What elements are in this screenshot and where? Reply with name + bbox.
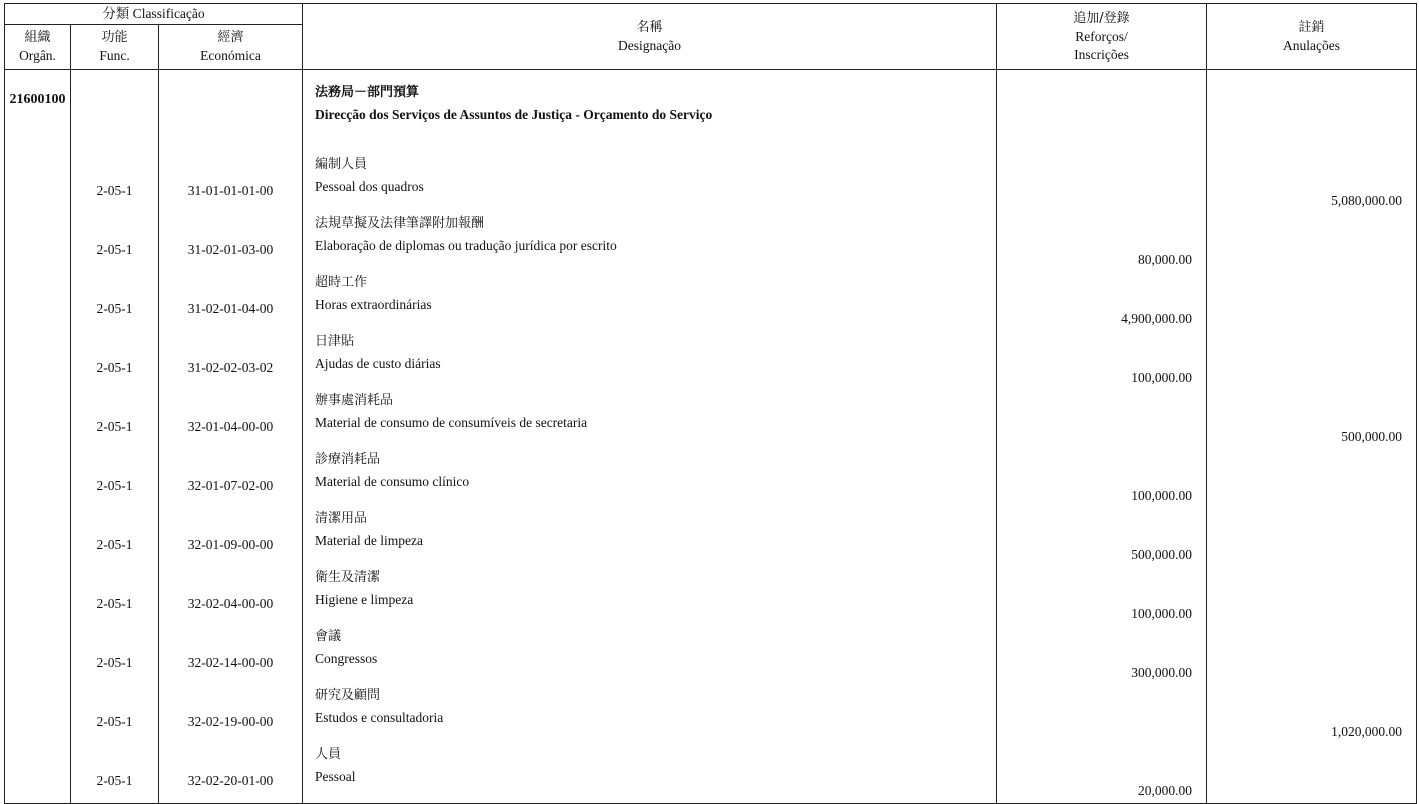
econ-cell: 32-01-04-00-00: [159, 390, 303, 449]
table-row: [5, 626, 1417, 685]
org-cell: [5, 744, 71, 804]
org-cell: [5, 390, 71, 449]
designation-pt: Horas extraordinárias: [315, 297, 432, 312]
designation-pt: Higiene e limpeza: [315, 592, 414, 607]
cancel-cell: [1207, 331, 1417, 390]
designation-cell: [303, 449, 997, 508]
designation-pt: Congressos: [315, 651, 378, 666]
designation-zh: 會議: [315, 629, 342, 644]
designation-zh: 編制人員: [315, 157, 368, 172]
econ-zh: 經濟: [217, 30, 244, 45]
org-code: 21600100: [5, 70, 71, 155]
cancel-cell: [1207, 508, 1417, 567]
func-header: [71, 25, 159, 70]
designation-pt: Pessoal: [315, 769, 356, 784]
func-cell: 2-05-1: [71, 331, 159, 390]
designation-header: [303, 4, 997, 70]
designation-cell: [303, 567, 997, 626]
designation-cell: [303, 272, 997, 331]
reinforce-pt1: Reforços/: [1075, 28, 1128, 44]
cancel-cell: [1207, 213, 1417, 272]
budget-table: [4, 3, 1417, 804]
designation-cell: [303, 390, 997, 449]
classification-header: [5, 4, 303, 25]
econ-pt: Económica: [200, 48, 261, 63]
cancel-cell: 1,020,000.00: [1207, 685, 1417, 744]
org-cell: [5, 154, 71, 213]
table-row: [5, 390, 1417, 449]
org-cell: [5, 567, 71, 626]
designation-zh: 辦事處消耗品: [315, 393, 394, 408]
econ-cell: 32-01-09-00-00: [159, 508, 303, 567]
econ-cell: 32-02-19-00-00: [159, 685, 303, 744]
cancel-cell: 500,000.00: [1207, 390, 1417, 449]
table-row: [5, 272, 1417, 331]
table-row: [5, 685, 1417, 744]
cancel-cell: 5,080,000.00: [1207, 154, 1417, 213]
org-cell: [5, 685, 71, 744]
func-cell: 2-05-1: [71, 449, 159, 508]
func-cell: 2-05-1: [71, 390, 159, 449]
org-header: [5, 25, 71, 70]
designation-cell: [303, 626, 997, 685]
func-cell: 2-05-1: [71, 744, 159, 804]
org-cell: [5, 213, 71, 272]
func-cell: 2-05-1: [71, 154, 159, 213]
econ-cell: 32-02-04-00-00: [159, 567, 303, 626]
designation-zh: 日津貼: [315, 334, 355, 349]
designation-zh: 診療消耗品: [315, 452, 381, 467]
econ-cell: 32-02-14-00-00: [159, 626, 303, 685]
org-cell: [5, 331, 71, 390]
cancel-cell: [1207, 567, 1417, 626]
designation-cell: [303, 508, 997, 567]
econ-cell: 31-01-01-01-00: [159, 154, 303, 213]
designation-pt: Material de limpeza: [315, 533, 423, 548]
name-pt: Designação: [618, 37, 681, 53]
classification-label: 分類 Classificação: [102, 6, 205, 21]
reinforce-cell: [997, 685, 1207, 744]
econ-cell: 31-02-02-03-02: [159, 331, 303, 390]
cancel-pt: Anulações: [1283, 37, 1340, 53]
budget-document: [4, 3, 1416, 798]
reinforcements-header: [997, 4, 1207, 70]
reinforce-cell: [997, 390, 1207, 449]
func-cell: 2-05-1: [71, 272, 159, 331]
designation-zh: 人員: [315, 747, 342, 762]
cancel-cell: [1207, 449, 1417, 508]
reinforce-cell: 500,000.00: [997, 508, 1207, 567]
func-cell: 2-05-1: [71, 567, 159, 626]
designation-zh: 清潔用品: [315, 511, 368, 526]
table-row: [5, 449, 1417, 508]
org-cell: [5, 272, 71, 331]
org-cell: [5, 449, 71, 508]
designation-cell: [303, 685, 997, 744]
cancel-zh: 註銷: [1298, 19, 1325, 35]
econ-cell: 32-02-20-01-00: [159, 744, 303, 804]
designation-zh: 衛生及清潔: [315, 570, 381, 585]
table-row: [5, 508, 1417, 567]
func-cell: 2-05-1: [71, 213, 159, 272]
func-cell: 2-05-1: [71, 508, 159, 567]
table-row: [5, 744, 1417, 804]
reinforce-pt2: Inscrições: [1074, 46, 1129, 62]
reinforce-cell: 80,000.00: [997, 213, 1207, 272]
table-row: [5, 213, 1417, 272]
reinforce-cell: 20,000.00: [997, 744, 1207, 804]
reinforce-cell: 100,000.00: [997, 331, 1207, 390]
org-pt: Orgân.: [19, 48, 56, 63]
designation-zh: 法規草擬及法律筆譯附加報酬: [315, 216, 485, 231]
reinforce-cell: 300,000.00: [997, 626, 1207, 685]
section-row: [5, 70, 1417, 155]
designation-cell: [303, 154, 997, 213]
designation-pt: Material de consumo de consumíveis de secretaria: [315, 415, 588, 430]
table-row: [5, 154, 1417, 213]
org-cell: [5, 508, 71, 567]
func-cell: 2-05-1: [71, 685, 159, 744]
designation-pt: Ajudas de custo diárias: [315, 356, 441, 371]
org-cell: [5, 626, 71, 685]
cancel-cell: [1207, 272, 1417, 331]
designation-cell: [303, 331, 997, 390]
reinforce-cell: [997, 154, 1207, 213]
org-zh: 組織: [24, 30, 51, 45]
reinforce-cell: 4,900,000.00: [997, 272, 1207, 331]
reinforce-cell: 100,000.00: [997, 449, 1207, 508]
designation-zh: 研究及顧問: [315, 688, 381, 703]
designation-zh: 超時工作: [315, 275, 368, 290]
section-title: [303, 70, 997, 155]
cancel-cell: [1207, 626, 1417, 685]
designation-pt: Material de consumo clínico: [315, 474, 470, 489]
econ-header: [159, 25, 303, 70]
econ-cell: 31-02-01-04-00: [159, 272, 303, 331]
table-row: [5, 567, 1417, 626]
section-title-pt: Direcção dos Serviços de Assuntos de Justiça - Orçamento do Serviço: [315, 107, 713, 122]
reinforce-cell: 100,000.00: [997, 567, 1207, 626]
designation-cell: [303, 213, 997, 272]
func-zh: 功能: [101, 30, 128, 45]
designation-pt: Pessoal dos quadros: [315, 179, 424, 194]
designation-pt: Estudos e consultadoria: [315, 710, 444, 725]
econ-cell: 32-01-07-02-00: [159, 449, 303, 508]
econ-cell: 31-02-01-03-00: [159, 213, 303, 272]
func-pt: Func.: [99, 48, 130, 63]
section-title-zh: 法務局－部門預算: [315, 85, 420, 100]
designation-cell: [303, 744, 997, 804]
cancellations-header: [1207, 4, 1417, 70]
designation-pt: Elaboração de diplomas ou tradução jurídica por escrito: [315, 238, 617, 253]
func-cell: 2-05-1: [71, 626, 159, 685]
table-row: [5, 331, 1417, 390]
cancel-cell: [1207, 744, 1417, 804]
name-zh: 名稱: [636, 19, 663, 35]
reinforce-zh: 追加/登錄: [1073, 10, 1130, 26]
